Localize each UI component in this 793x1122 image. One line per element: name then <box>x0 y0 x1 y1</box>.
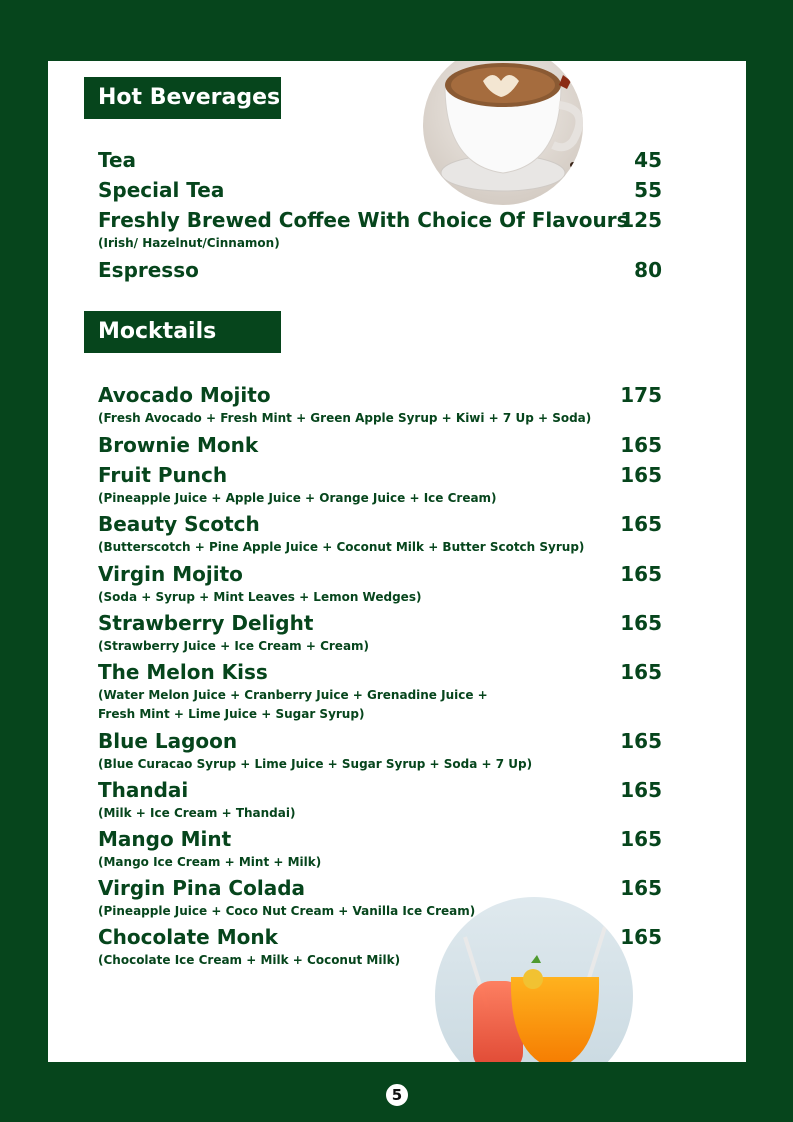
item-description: (Water Melon Juice + Cranberry Juice + Grenadine Juice + <box>98 688 488 702</box>
item-name: Virgin Mojito <box>98 562 243 586</box>
item-name: Fruit Punch <box>98 463 228 487</box>
item-price: 165 <box>620 925 662 949</box>
item-price: 165 <box>620 660 662 684</box>
item-description: (Mango Ice Cream + Mint + Milk) <box>98 855 322 869</box>
item-price: 45 <box>634 148 662 172</box>
mocktail-glasses-photo <box>435 897 633 1062</box>
item-price: 125 <box>620 208 662 232</box>
menu-item <box>98 825 662 853</box>
item-price: 165 <box>620 876 662 900</box>
menu-item <box>98 609 662 637</box>
item-price: 175 <box>620 383 662 407</box>
item-name: Avocado Mojito <box>98 383 271 407</box>
item-description: (Fresh Avocado + Fresh Mint + Green Apple Syrup + Kiwi + 7 Up + Soda) <box>98 411 592 425</box>
menu-item <box>98 874 662 902</box>
menu-item <box>98 146 662 174</box>
item-description: Fresh Mint + Lime Juice + Sugar Syrup) <box>98 707 365 721</box>
item-description: (Pineapple Juice + Coco Nut Cream + Vanilla Ice Cream) <box>98 904 476 918</box>
menu-item <box>98 431 662 459</box>
item-description: (Blue Curacao Syrup + Lime Juice + Sugar Syrup + Soda + 7 Up) <box>98 757 533 771</box>
item-name: Espresso <box>98 258 199 282</box>
section-title-hot-beverages: Hot Beverages <box>84 77 281 119</box>
menu-item <box>98 381 662 409</box>
item-name: Strawberry Delight <box>98 611 314 635</box>
item-price: 165 <box>620 778 662 802</box>
menu-item <box>98 176 662 204</box>
item-price: 165 <box>620 562 662 586</box>
item-description: (Pineapple Juice + Apple Juice + Orange Juice + Ice Cream) <box>98 491 497 505</box>
item-name: Virgin Pina Colada <box>98 876 306 900</box>
item-name: Blue Lagoon <box>98 729 238 753</box>
menu-item <box>98 658 662 686</box>
item-name: Chocolate Monk <box>98 925 278 949</box>
item-description: (Butterscotch + Pine Apple Juice + Coconut Milk + Butter Scotch Syrup) <box>98 540 585 554</box>
menu-item <box>98 461 662 489</box>
item-name: Thandai <box>98 778 189 802</box>
item-name: Brownie Monk <box>98 433 259 457</box>
item-name: Tea <box>98 148 137 172</box>
menu-item <box>98 206 662 234</box>
item-price: 80 <box>634 258 662 282</box>
item-price: 55 <box>634 178 662 202</box>
item-description: (Chocolate Ice Cream + Milk + Coconut Milk) <box>98 953 401 967</box>
section-title-mocktails: Mocktails <box>84 311 281 353</box>
menu-item <box>98 510 662 538</box>
item-name: Mango Mint <box>98 827 232 851</box>
item-description: (Soda + Syrup + Mint Leaves + Lemon Wedges) <box>98 590 422 604</box>
menu-item <box>98 727 662 755</box>
menu-sheet <box>48 61 746 1062</box>
item-description: (Strawberry Juice + Ice Cream + Cream) <box>98 639 370 653</box>
item-name: The Melon Kiss <box>98 660 268 684</box>
item-description: (Milk + Ice Cream + Thandai) <box>98 806 296 820</box>
item-price: 165 <box>620 827 662 851</box>
item-price: 165 <box>620 611 662 635</box>
menu-item <box>98 923 662 951</box>
item-name: Freshly Brewed Coffee With Choice Of Flavours <box>98 208 629 232</box>
item-name: Special Tea <box>98 178 225 202</box>
page-number: 5 <box>385 1083 409 1107</box>
item-price: 165 <box>620 433 662 457</box>
item-price: 165 <box>620 729 662 753</box>
item-price: 165 <box>620 512 662 536</box>
menu-item <box>98 256 662 284</box>
menu-item <box>98 560 662 588</box>
item-price: 165 <box>620 463 662 487</box>
item-name: Beauty Scotch <box>98 512 260 536</box>
menu-item <box>98 776 662 804</box>
item-description: (Irish/ Hazelnut/Cinnamon) <box>98 236 280 250</box>
